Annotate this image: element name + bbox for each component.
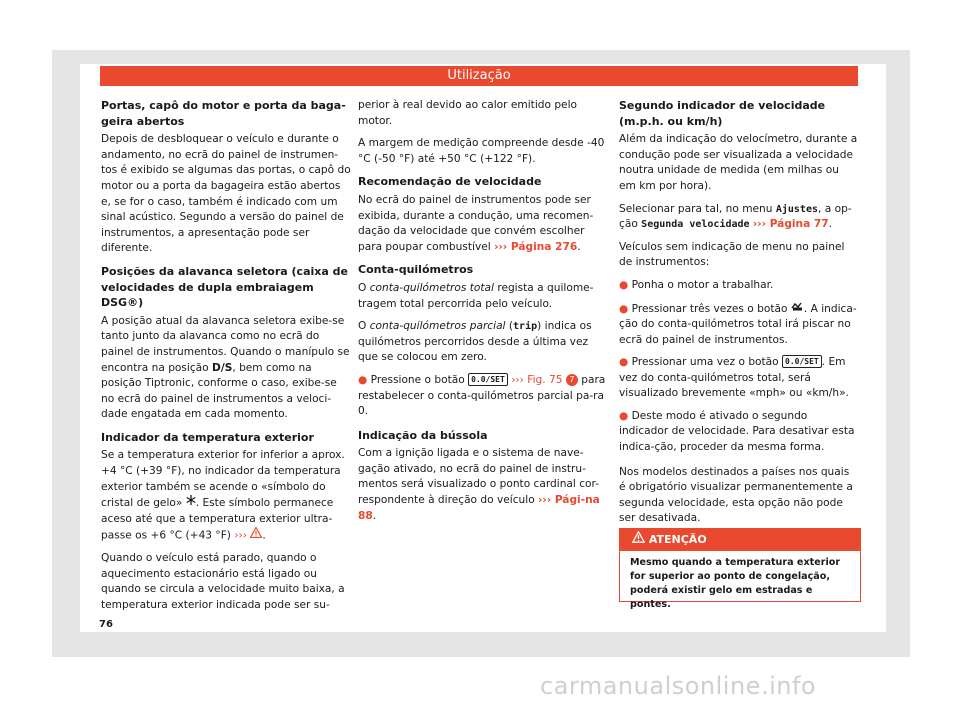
paragraph-compass: Com a ignição ligada e o sistema de nave-gação ativado, no ecrã do painel de instru-mentos será visualizado o ponto cardinal cor-respondente à direção do veículo ››› Pági-na 88. <box>358 447 600 522</box>
column-3 <box>619 98 859 534</box>
fig-75-link[interactable]: ››› Fig. 75 <box>511 373 563 386</box>
page-88-link[interactable]: ››› Pági-na 88 <box>358 494 600 522</box>
trip-label: trip <box>513 321 538 333</box>
paragraph-no-menu: Veículos sem indicação de menu no painel de instrumentos: <box>619 240 845 269</box>
heading-speed-recommendation: Recomendação de velocidade <box>358 175 542 189</box>
section-header: Utilização <box>100 66 858 86</box>
paragraph-second-speed: Além da indicação do velocímetro, durante a condução pode ser visualizada a velocidade noutra unidade de medida (em milhas ou em km por hora). <box>619 133 858 192</box>
column-2 <box>358 98 610 531</box>
column-1 <box>101 98 353 621</box>
callout-number: 7 <box>566 374 578 386</box>
warning-text: Mesmo quando a temperatura exterior for superior ao ponto de congelação, poderá existir gelo em estradas e pontes. <box>630 557 841 610</box>
menu-ajustes-label: Ajustes <box>775 203 818 215</box>
heading-doors-open: Portas, capô do motor e porta da baga-geira abertos <box>101 99 346 128</box>
paragraph-outside-temperature: Se a temperatura exterior for inferior a aprox. +4 °C (+39 °F), no indicador da temperatura exterior também se acende o «símbolo do cristal de gelo» . Este símbolo permanece aceso até que a temperatura exterior ultra-passe os +6 °C (+43 °F) ››› . <box>101 448 353 544</box>
bullet-activated: ● Deste modo é ativado o segundo indicador de velocidade. Para desativar esta indica-ção, proceder da mesma forma. <box>619 409 855 454</box>
menu-segunda-velocidade-label: Segunda velocidade <box>641 219 750 231</box>
warning-triangle-icon <box>250 527 262 544</box>
bullet-reset-trip: ● Pressione o botão 0.0/SET ››› Fig. 75 7 para restabelecer o conta-quilómetros parcial pa-ra 0. <box>358 373 606 418</box>
warning-reference-link[interactable]: ››› <box>234 529 248 542</box>
paragraph-odometer-total: O conta-quilómetros total regista a quilome-tragem total percorrida pelo veículo. <box>358 281 594 310</box>
paragraph-temperature-cont: perior à real devido ao calor emitido pelo motor. <box>358 99 577 127</box>
snowflake-icon <box>186 495 196 511</box>
page-276-link[interactable]: ››› Página 276 <box>494 240 578 253</box>
heading-odometer: Conta-quilómetros <box>358 263 474 277</box>
heading-second-speed: Segundo indicador de velocidade (m.p.h. ou km/h) <box>619 99 826 128</box>
warning-triangle-icon <box>632 529 645 551</box>
paragraph-doors-open: Depois de desbloquear o veículo e durante o andamento, no ecrã do painel de instrumen-tos é exibido se algumas das portas, o capô do motor ou a porta da bagageira estão abertos e, se for o caso, também é indicado com um sinal acústico. Segundo a versão do painel de instrumentos, a apresentação pode ser diferente. <box>101 133 351 255</box>
reset-button-symbol: 0.0/SET <box>468 373 508 386</box>
heading-outside-temperature: Indicador da temperatura exterior <box>101 430 314 444</box>
set-button-symbol: 0.0/SET <box>782 355 822 368</box>
watermark: carmanualsonline.info <box>540 672 817 700</box>
page-77-link[interactable]: ››› Página 77 <box>752 218 829 231</box>
warning-box <box>619 528 861 610</box>
heading-selector-lever: Posições da alavanca seletora (caixa de velocidades de dupla embraiagem DSG®) <box>101 264 348 310</box>
paragraph-selector-lever: A posição atual da alavanca seletora exibe-se tanto junto da alavanca como no ecrã do painel de instrumentos. Quando o manípulo se encontra na posição D/S, bem como na posição Tiptronic, conforme o caso, exibe-se no ecrã do painel de instrumentos a veloci-dade engatada em cada momento. <box>101 314 350 421</box>
warning-title: ATENÇÃO <box>648 533 707 546</box>
bullet-press-once: ● Pressionar uma vez o botão 0.0/SET . Em vez do conta-quilómetros total, será visualizado brevemente «mph» ou «km/h». <box>619 356 849 400</box>
paragraph-odometer-trip: O conta-quilómetros parcial (trip) indica os quilómetros percorridos desde a última vez que se colocou em zero. <box>358 320 592 364</box>
paragraph-mandatory-display: Nos modelos destinados a países nos quais é obrigatório visualizar permanentemente a segunda velocidade, esta opção não pode ser desativada. <box>619 465 853 525</box>
paragraph-temperature-stationary: Quando o veículo está parado, quando o aquecimento estacionário está ligado ou quando se circula a velocidade muito baixa, a temperatura exterior indicada pode ser su- <box>101 552 345 611</box>
page-number: 76 <box>99 619 113 630</box>
paragraph-select-menu: Selecionar para tal, no menu Ajustes, a op-ção Segunda velocidade ››› Página 77. <box>619 202 852 231</box>
heading-compass: Indicação da bússola <box>358 428 488 442</box>
paragraph-measurement-range: A margem de medição compreende desde -40 °C (-50 °F) até +50 °C (+122 °F). <box>358 137 605 165</box>
warning-header <box>620 529 860 551</box>
reset-trip-icon <box>791 301 804 317</box>
bullet-start-engine: ● Ponha o motor a trabalhar. <box>619 278 774 291</box>
bullet-press-three-times: ● Pressionar três vezes o botão . A indica-ção do conta-quilómetros total irá piscar no ecrã do painel de instrumentos. <box>619 302 857 346</box>
paragraph-speed-recommendation: No ecrã do painel de instrumentos pode ser exibida, durante a condução, uma recomen-dação da velocidade que convém escolher para poupar combustível ››› Página 276. <box>358 193 594 253</box>
